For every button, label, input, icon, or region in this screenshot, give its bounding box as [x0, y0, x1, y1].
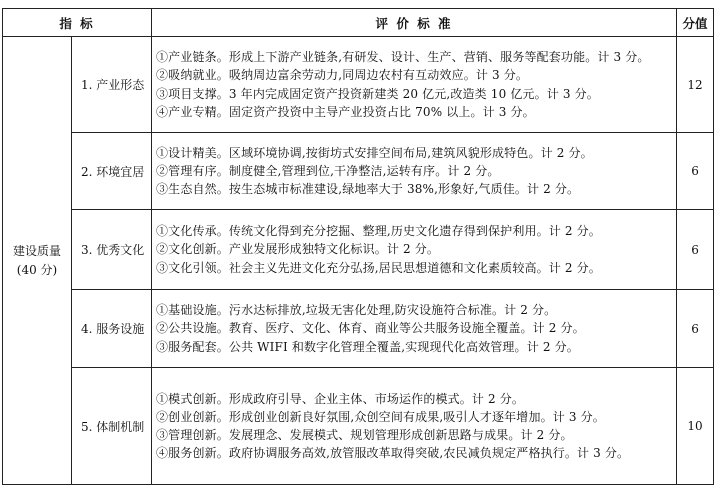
indicator-cell: 1. 产业形态: [72, 37, 152, 133]
criteria-line: ②公共设施。教育、医疗、文化、体育、商业等公共服务设施全覆盖。计 2 分。: [156, 321, 585, 336]
header-criteria: 评 价 标 准: [152, 9, 677, 37]
category-weight: (40 分): [16, 262, 58, 277]
criteria-line: ③项目支撑。3 年内完成固定资产投资新建类 20 亿元,改造类 10 亿元。计 3 分。: [156, 86, 599, 101]
criteria-line: ③文化引领。社会主义先进文化充分弘扬,居民思想道德和文化素质较高。计 2 分。: [156, 260, 601, 275]
criteria-line: ②文化创新。产业发展形成独特文化标识。计 2 分。: [156, 242, 440, 257]
criteria-cell: [152, 368, 677, 485]
indicator-cell: 2. 环境宜居: [72, 133, 152, 210]
indicator-cell: 5. 体制机制: [72, 368, 152, 485]
criteria-line: ②创业创新。形成创业创新良好氛围,众创空间有成果,吸引人才逐年增加。计 3 分。: [156, 409, 605, 424]
criteria-line: ④产业专精。固定资产投资中主导产业投资占比 70% 以上。计 3 分。: [156, 104, 535, 119]
category-cell: [3, 37, 72, 485]
criteria-line: ①设计精美。区域环境协调,按街坊式安排空间布局,建筑风貌形成特色。计 2 分。: [156, 145, 593, 160]
indicator-cell: 4. 服务设施: [72, 290, 152, 368]
criteria-line: ②吸纳就业。吸纳周边富余劳动力,同周边农村有互动效应。计 3 分。: [156, 68, 529, 83]
header-score: 分值: [677, 9, 714, 37]
criteria-cell: [152, 133, 677, 210]
score-cell: 10: [677, 368, 714, 485]
table-row: [3, 210, 714, 290]
criteria-line: ①产业链条。形成上下游产业链条,有研发、设计、生产、营销、服务等配套功能。计 3 分。: [156, 50, 650, 65]
header-indicator: 指 标: [3, 9, 152, 37]
evaluation-table: [2, 8, 714, 485]
criteria-line: ①基础设施。污水达标排放,垃圾无害化处理,防灾设施符合标准。计 2 分。: [156, 303, 557, 318]
score-cell: 6: [677, 290, 714, 368]
score-cell: 6: [677, 210, 714, 290]
table-row: [3, 37, 714, 133]
indicator-cell: 3. 优秀文化: [72, 210, 152, 290]
criteria-line: ③服务配套。公共 WIFI 和数字化管理全覆盖,实现现代化高效管理。计 2 分。: [156, 339, 579, 354]
score-cell: 6: [677, 133, 714, 210]
criteria-line: ①模式创新。形成政府引导、企业主体、市场运作的模式。计 2 分。: [156, 391, 525, 406]
table-row: [3, 133, 714, 210]
criteria-cell: [152, 210, 677, 290]
score-cell: 12: [677, 37, 714, 133]
category-label: 建设质量: [12, 243, 61, 258]
criteria-line: ④服务创新。政府协调服务高效,放管服改革取得突破,农民减负规定严格执行。计 3 分。: [156, 446, 630, 461]
header-row: [3, 9, 714, 37]
criteria-line: ①文化传承。传统文化得到充分挖掘、整理,历史文化遗存得到保护利用。计 2 分。: [156, 224, 601, 239]
criteria-line: ③管理创新。发展理念、发展模式、规划管理形成创新思路与成果。计 2 分。: [156, 428, 573, 442]
criteria-line: ②管理有序。制度健全,管理到位,干净整洁,运转有序。计 2 分。: [156, 163, 500, 178]
criteria-cell: [152, 290, 677, 368]
criteria-line: ③生态自然。按生态城市标准建设,绿地率大于 38%,形象好,气质佳。计 2 分。: [156, 182, 580, 197]
table-row: [3, 290, 714, 368]
table-row: [3, 368, 714, 485]
criteria-cell: [152, 37, 677, 133]
